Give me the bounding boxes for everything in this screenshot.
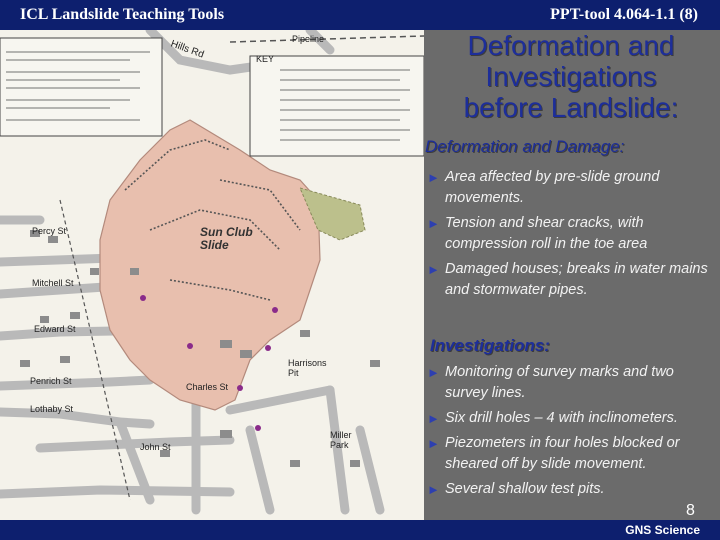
landslide-map (0, 30, 424, 520)
map-street-hills-rd: Hills Rd (169, 38, 206, 61)
bullet-arrow-icon: ► (427, 365, 440, 380)
page-number: 8 (686, 502, 695, 519)
investigations-list (425, 362, 717, 504)
bullet-arrow-icon: ► (427, 216, 440, 231)
bullet-arrow-icon: ► (427, 411, 440, 426)
header-left-title: ICL Landslide Teaching Tools (20, 6, 225, 23)
bullet-arrow-icon: ► (427, 436, 440, 451)
title-line: Investigations (485, 61, 657, 92)
map-street-charles: Charles St (186, 382, 229, 392)
map-place-harrisons-pit: Harrisons Pit (288, 358, 327, 378)
map-key-title: KEY (256, 54, 275, 64)
gns-science-logo: GNS Science (625, 523, 700, 537)
deformation-heading: Deformation and Damage: (425, 137, 625, 156)
footer-bar (0, 520, 720, 540)
map-street-percy: Percy St (32, 226, 67, 236)
map-street-mitchell: Mitchell St (32, 278, 74, 288)
map-key-box (250, 56, 424, 156)
bullet-arrow-icon: ► (427, 262, 440, 277)
deformation-list (425, 167, 717, 305)
list-item: ► Damaged houses; breaks in water mains and stormwater pipes. (427, 261, 708, 298)
list-item: ► Monitoring of survey marks and two survey lines. (427, 364, 674, 401)
bullet-arrow-icon: ► (427, 482, 440, 497)
header-right-title: PPT-tool 4.064-1.1 (8) (550, 6, 698, 23)
list-item: ► Several shallow test pits. (425, 479, 717, 500)
header-bar (0, 0, 720, 30)
map-street-edward: Edward St (34, 324, 76, 334)
map-street-penrich: Penrich St (30, 376, 72, 386)
map-street-john: John St (140, 442, 171, 452)
investigations-heading: Investigations: (430, 336, 550, 355)
list-item: ► Six drill holes – 4 with inclinometers. (425, 408, 717, 429)
list-item: ► Area affected by pre-slide ground movements. (427, 169, 660, 206)
list-item: ► Tension and shear cracks, with compression roll in the toe area (427, 215, 648, 252)
map-place-miller-park: Miller Park (330, 430, 352, 450)
map-info-box (0, 38, 162, 136)
bullet-arrow-icon: ► (427, 170, 440, 185)
title-line: before Landslide: (463, 92, 679, 123)
map-street-lothaby: Lothaby St (30, 404, 74, 414)
map-street-pipeline: Pipeline (292, 34, 325, 44)
list-item: ► Piezometers in four holes blocked or sheared off by slide movement. (427, 435, 680, 472)
map-slide-label: Sun Club Slide (200, 225, 253, 252)
slide-title (428, 30, 714, 123)
title-line: Deformation and (467, 30, 675, 61)
